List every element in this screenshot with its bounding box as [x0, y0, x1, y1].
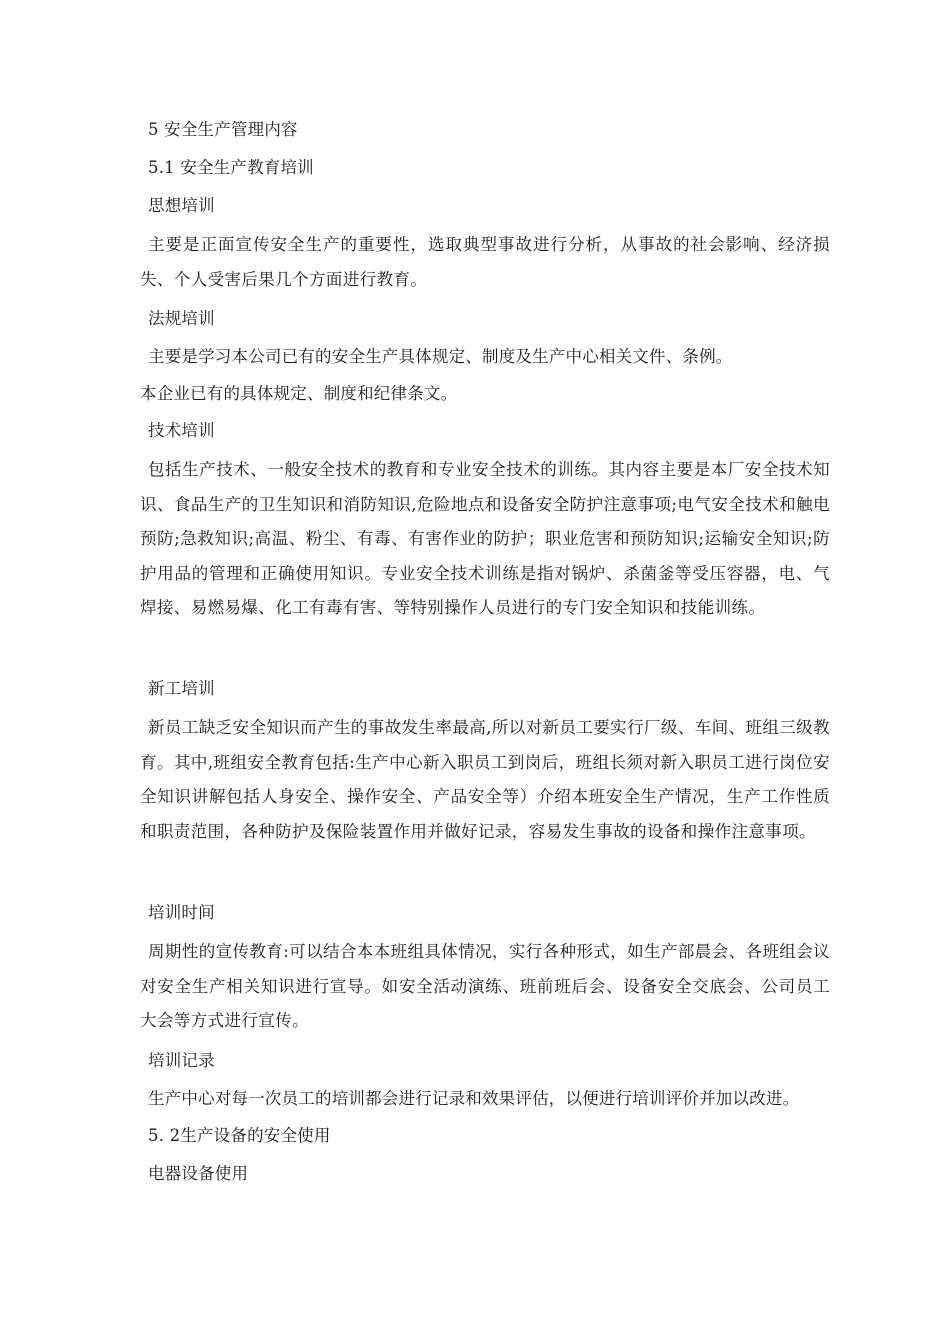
section-title: 5 安全生产管理内容 — [148, 120, 298, 139]
subsection-title: 5. 2生产设备的安全使用 — [148, 1126, 331, 1145]
technical-paragraph: 包括生产技术、一般安全技术的教育和专业安全技术的训练。其内容主要是本厂安全技术知识、食品生产的卫生知识和消防知识,危险地点和设备安全防护注意事项;电气安全技术和触电预防;急救知识;高温、粉尘、有毒、有害作业的防护；职业危害和预防知识;运输安全知识;防护用品的管理和正确使用知识。专业安全技术训练是指对锅炉、杀菌釜等受压容器，电、气焊接、易燃易爆、化工有毒有害、等特别操作人员进行的专门安全知识和技能训练。 — [140, 460, 830, 617]
technical-heading: 技术培训 — [148, 421, 215, 440]
regulation-paragraph: 主要是学习本公司已有的安全生产具体规定、制度及生产中心相关文件、条例。 — [148, 347, 733, 366]
ideology-paragraph: 主要是正面宣传安全生产的重要性，选取典型事故进行分析，从事故的社会影响、经济损失、个人受害后果几个方面进行教育。 — [140, 235, 830, 289]
regulation-heading: 法规培训 — [148, 309, 215, 328]
subsection-title: 5.1 安全生产教育培训 — [148, 158, 314, 177]
ideology-heading: 思想培训 — [148, 196, 215, 215]
electrical-heading: 电器设备使用 — [148, 1164, 249, 1183]
records-heading: 培训记录 — [148, 1051, 215, 1070]
records-paragraph: 生产中心对每一次员工的培训都会进行记录和效果评估，以便进行培训评价并加以改进。 — [148, 1089, 800, 1108]
schedule-heading: 培训时间 — [148, 903, 215, 922]
new-staff-heading: 新工培训 — [148, 679, 215, 698]
schedule-paragraph: 周期性的宣传教育:可以结合本本班组具体情况，实行各种形式，如生产部晨会、各班组会议对安全生产相关知识进行宣导。如安全活动演练、班前班后会、设备安全交底会、公司员工大会等方式进行宣传。 — [140, 942, 830, 1030]
regulation-paragraph-2: 本企业已有的具体规定、制度和纪律条文。 — [140, 384, 458, 403]
new-staff-paragraph: 新员工缺乏安全知识而产生的事故发生率最高,所以对新员工要实行厂级、车间、班组三级教育。其中,班组安全教育包括:生产中心新入职员工到岗后，班组长须对新入职员工进行岗位安全知识讲解包括人身安全、操作安全、产品安全等）介绍本班安全生产情况，生产工作性质和职责范围，各种防护及保险装置作用并做好记录，容易发生事故的设备和操作注意事项。 — [140, 718, 830, 841]
